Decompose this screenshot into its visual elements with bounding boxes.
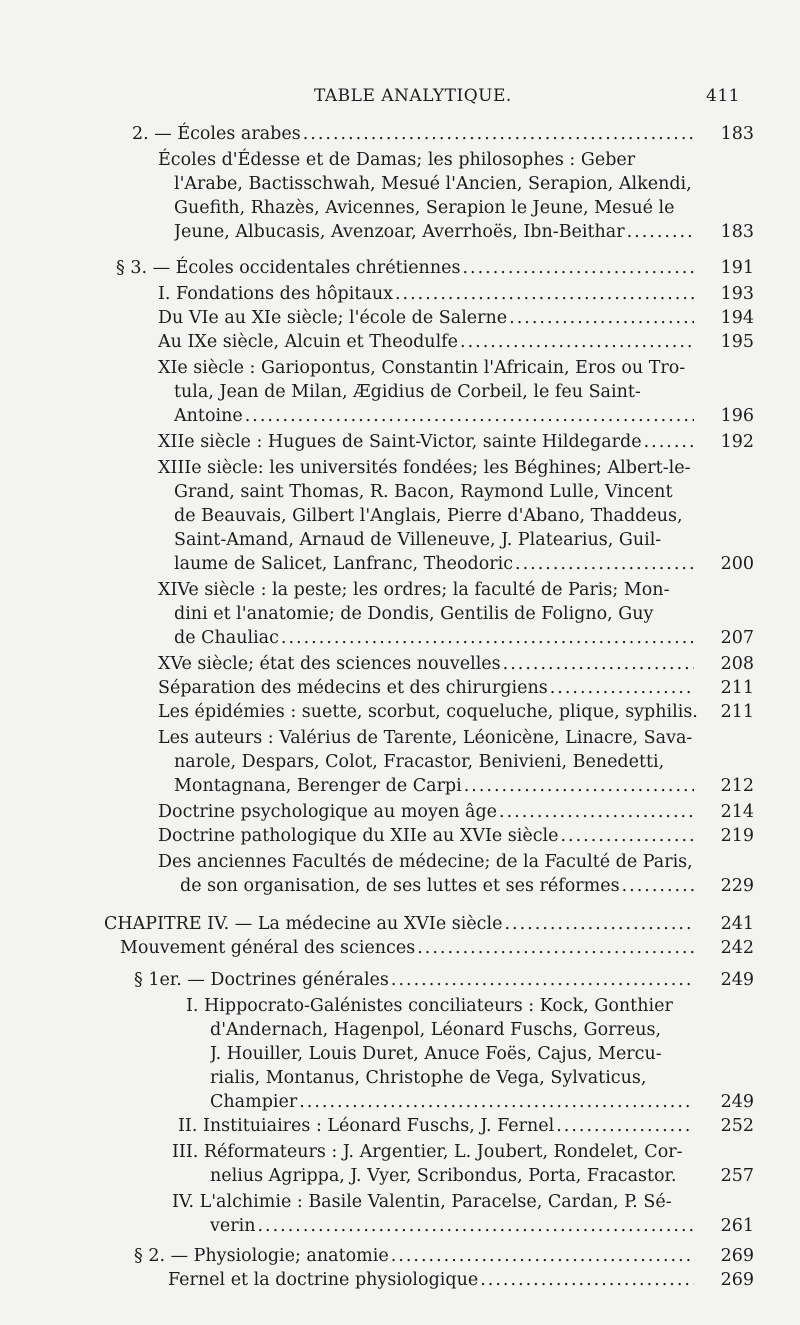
toc-line: nelius Agrippa, J. Vyer, Scribondus, Porta, Fracastor. [210,1166,677,1186]
toc-line: l'Arabe, Bactisschwah, Mesué l'Ancien, Serapion, Alkendi, [174,174,692,194]
toc-line: de Beauvais, Gilbert l'Anglais, Pierre d'Abano, Thaddeus, [174,506,683,526]
toc-line: Jeune, Albucasis, Avenzoar, Averrhoës, Ibn-Beithar [174,222,625,242]
toc-line: d'Andernach, Hagenpol, Léonard Fuschs, Gorreus, [210,1020,662,1040]
toc-line: Les auteurs : Valérius de Tarente, Léonicène, Linacre, Sava- [158,728,693,748]
toc-line: laume de Salicet, Lanfranc, Theodoric [174,554,514,574]
toc-line: Saint-Amand, Arnaud de Villeneuve, J. Platearius, Guil- [174,530,662,550]
toc-page-number: 196 [720,406,754,426]
toc-line: Du VIe au XIe siècle; l'école de Salerne [158,308,508,328]
toc-line: verin [210,1216,256,1236]
toc-page-number: 208 [720,654,754,674]
toc-line: J. Houiller, Louis Duret, Anuce Foës, Cajus, Mercu- [210,1044,662,1064]
toc-line: § 3. — Écoles occidentales chrétiennes [116,258,461,278]
chapter-title: CHAPITRE IV. — La médecine au XVIe siècle [104,914,503,934]
toc-line: II. Instituiaires : Léonard Fuschs, J. Fernel [178,1116,555,1136]
toc-line: Champier [210,1092,298,1112]
toc-page-number: 191 [720,258,754,278]
toc-line: 2. — Écoles arabes [132,124,301,144]
toc-line: Au IXe siècle, Alcuin et Theodulfe [158,332,459,352]
toc-line: Fernel et la doctrine physiologique [168,1270,479,1290]
toc-line: Séparation des médecins et des chirurgiens [158,678,548,698]
toc-page-number: 257 [720,1166,754,1186]
toc-line: de Chauliac [174,628,279,648]
toc-line: narole, Despars, Colot, Fracastor, Benivieni, Benedetti, [174,752,665,772]
toc-page-number: 214 [720,802,754,822]
toc-line: I. Hippocrato-Galénistes conciliateurs : Kock, Gonthier [186,996,673,1016]
toc-page-number: 261 [720,1216,754,1236]
toc-page-number: 252 [720,1116,754,1136]
toc-line: XIe siècle : Gariopontus, Constantin l'Africain, Eros ou Tro- [158,358,686,378]
toc-page-number: 211 [720,678,754,698]
toc-page-number: 207 [720,628,754,648]
toc-page-number: 241 [720,914,754,934]
toc-line: tula, Jean de Milan, Ægidius de Corbeil, le feu Saint- [174,382,641,402]
toc-line: Doctrine psychologique au moyen âge [158,802,498,822]
toc-page-number: 211 [720,702,754,722]
toc-page-number: 249 [720,970,754,990]
toc-line: dini et l'anatomie; de Dondis, Gentilis de Foligno, Guy [174,604,654,624]
toc-line: III. Réformateurs : J. Argentier, L. Joubert, Rondelet, Cor- [172,1142,683,1162]
toc-line: XVe siècle; état des sciences nouvelles [158,654,501,674]
toc-page-number: 200 [720,554,754,574]
running-header-page-number: 411 [706,86,740,106]
toc-page-number: 212 [720,776,754,796]
toc-line: Grand, saint Thomas, R. Bacon, Raymond Lulle, Vincent [174,482,673,502]
toc-line: Mouvement général des sciences [120,938,416,958]
toc-line: Des anciennes Facultés de médecine; de la Faculté de Paris, [158,852,693,872]
toc-page-number: 183 [720,222,754,242]
toc-line: Doctrine pathologique du XIIe au XVIe siècle [158,826,559,846]
toc-line: Antoine [174,406,243,426]
toc-line: Les épidémies : suette, scorbut, coqueluche, plique, syphilis. [158,702,698,722]
toc-line: § 2. — Physiologie; anatomie [134,1246,389,1266]
toc-page-number: 229 [720,876,754,896]
toc-page-number: 242 [720,938,754,958]
toc-page-number: 192 [720,432,754,452]
toc-line: XIIe siècle : Hugues de Saint-Victor, sainte Hildegarde [158,432,642,452]
toc-page-number: 249 [720,1092,754,1112]
toc-line: Montagnana, Berenger de Carpi [174,776,462,796]
toc-line: IV. L'alchimie : Basile Valentin, Paracelse, Cardan, P. Sé- [172,1192,672,1212]
toc-page-number: 193 [720,284,754,304]
toc-page-number: 269 [720,1270,754,1290]
toc-page-number: 195 [720,332,754,352]
toc-line: XIIIe siècle: les universités fondées; les Béghines; Albert-le- [158,458,691,478]
toc-page-number: 194 [720,308,754,328]
toc-page-number: 219 [720,826,754,846]
toc-line: Guefith, Rhazès, Avicennes, Serapion le Jeune, Mesué le [174,198,675,218]
toc-page-number: 183 [720,124,754,144]
toc-line: de son organisation, de ses luttes et ses réformes [180,876,620,896]
toc-page-number: 269 [720,1246,754,1266]
toc-line: rialis, Montanus, Christophe de Vega, Sylvaticus, [210,1068,647,1088]
running-header-title: TABLE ANALYTIQUE. [314,86,512,106]
toc-line: Écoles d'Édesse et de Damas; les philosophes : Geber [158,150,636,170]
toc-line: I. Fondations des hôpitaux [158,284,393,304]
toc-line: XIVe siècle : la peste; les ordres; la faculté de Paris; Mon- [158,580,670,600]
toc-line: § 1er. — Doctrines générales [134,970,389,990]
